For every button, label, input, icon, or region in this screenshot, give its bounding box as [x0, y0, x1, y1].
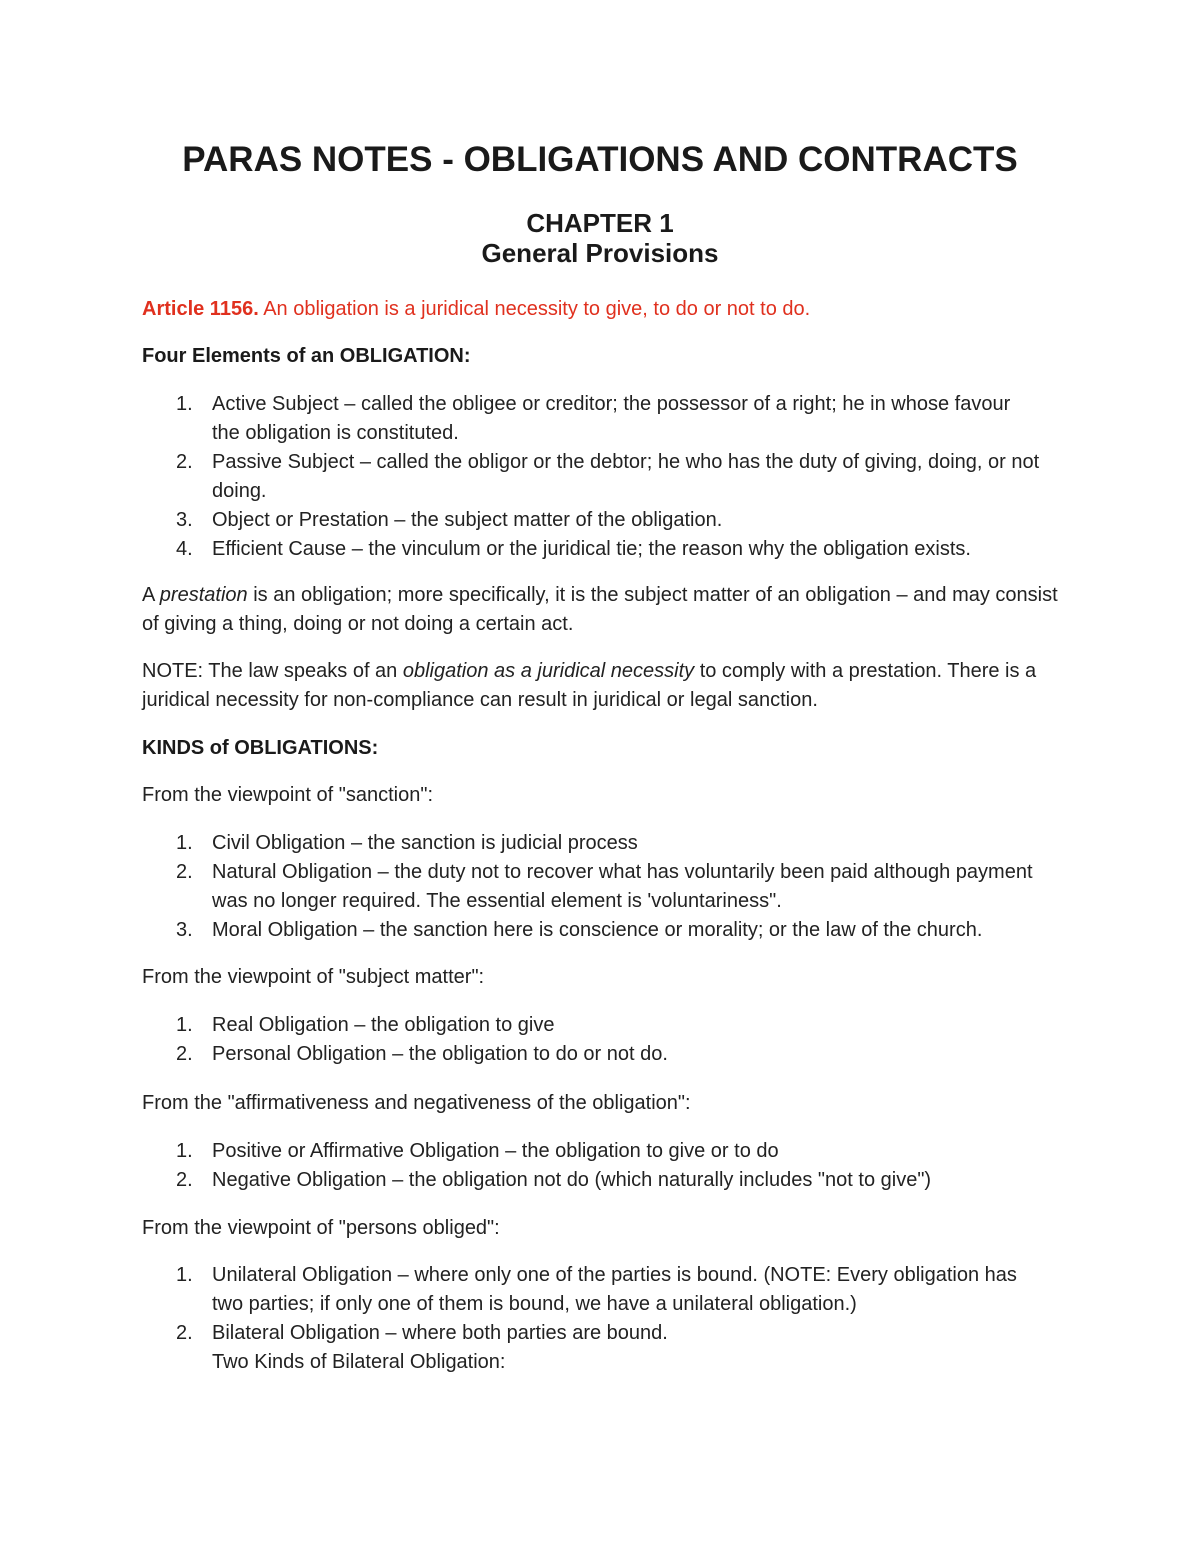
list-item: 1. Civil Obligation – the sanction is judicial process: [176, 832, 638, 854]
affirmativeness-list: [142, 1137, 1042, 1195]
list-item: 2. Personal Obligation – the obligation to do or not do.: [176, 1043, 668, 1065]
sanction-intro: From the viewpoint of "sanction":: [142, 784, 433, 806]
list-item: 3. Object or Prestation – the subject matter of the obligation.: [176, 509, 723, 531]
subject-matter-list: [142, 1011, 1042, 1069]
chapter-name: General Provisions: [481, 238, 719, 268]
prestation-term: prestation: [159, 584, 248, 606]
persons-intro: From the viewpoint of "persons obliged":: [142, 1217, 500, 1239]
elements-list: [142, 390, 1042, 564]
list-item: 1. Real Obligation – the obligation to give: [176, 1014, 555, 1036]
note-paragraph: NOTE: The law speaks of an obligation as a juridical necessity to comply with a prestation. There is a juridical necessity for non-compliance can result in juridical or legal sanction.: [142, 660, 1037, 711]
elements-heading: Four Elements of an OBLIGATION:: [142, 345, 471, 367]
list-item: 2. Passive Subject – called the obligor or the debtor; he who has the duty of giving, doing, or not doing.: [176, 451, 1040, 502]
list-item: 2. Natural Obligation – the duty not to recover what has voluntarily been paid although payment was no longer required. The essential element is 'voluntariness".: [176, 861, 1033, 912]
article-1156: [142, 295, 1072, 324]
affirmativeness-intro: From the "affirmativeness and negativeness of the obligation":: [142, 1092, 691, 1114]
list-item: 1. Positive or Affirmative Obligation – the obligation to give or to do: [176, 1140, 779, 1162]
document-title: PARAS NOTES - OBLIGATIONS AND CONTRACTS: [182, 140, 1018, 179]
bilateral-subheading: Two Kinds of Bilateral Obligation:: [212, 1351, 506, 1373]
list-item: 1. Active Subject – called the obligee or creditor; the possessor of a right; he in whose favour the obligation is constituted.: [176, 393, 1011, 444]
kinds-heading: KINDS of OBLIGATIONS:: [142, 737, 379, 759]
list-item: 2. Bilateral Obligation – where both parties are bound. Two Kinds of Bilateral Obligation:: [176, 1322, 668, 1373]
subject-matter-intro: From the viewpoint of "subject matter":: [142, 966, 485, 988]
sanction-list: [142, 829, 1042, 945]
article-label: Article 1156.: [142, 298, 259, 320]
article-text: An obligation is a juridical necessity to give, to do or not to do.: [263, 298, 811, 320]
chapter-number: CHAPTER 1: [526, 208, 674, 238]
list-item: 3. Moral Obligation – the sanction here is conscience or morality; or the law of the church.: [176, 919, 983, 941]
list-item: 2. Negative Obligation – the obligation not do (which naturally includes "not to give"): [176, 1169, 932, 1191]
note-emphasis: obligation as a juridical necessity: [402, 660, 695, 682]
chapter-heading: [0, 208, 1200, 268]
persons-list: [142, 1261, 1042, 1377]
prestation-paragraph: A prestation is an obligation; more specifically, it is the subject matter of an obligation – and may consist of giving a thing, doing or not doing a certain act.: [142, 584, 1058, 635]
list-item: 1. Unilateral Obligation – where only one of the parties is bound. (NOTE: Every obligation has two parties; if only one of them is bound, we have a unilateral obligation.): [176, 1264, 1017, 1315]
list-item: 4. Efficient Cause – the vinculum or the juridical tie; the reason why the obligation exists.: [176, 538, 971, 560]
